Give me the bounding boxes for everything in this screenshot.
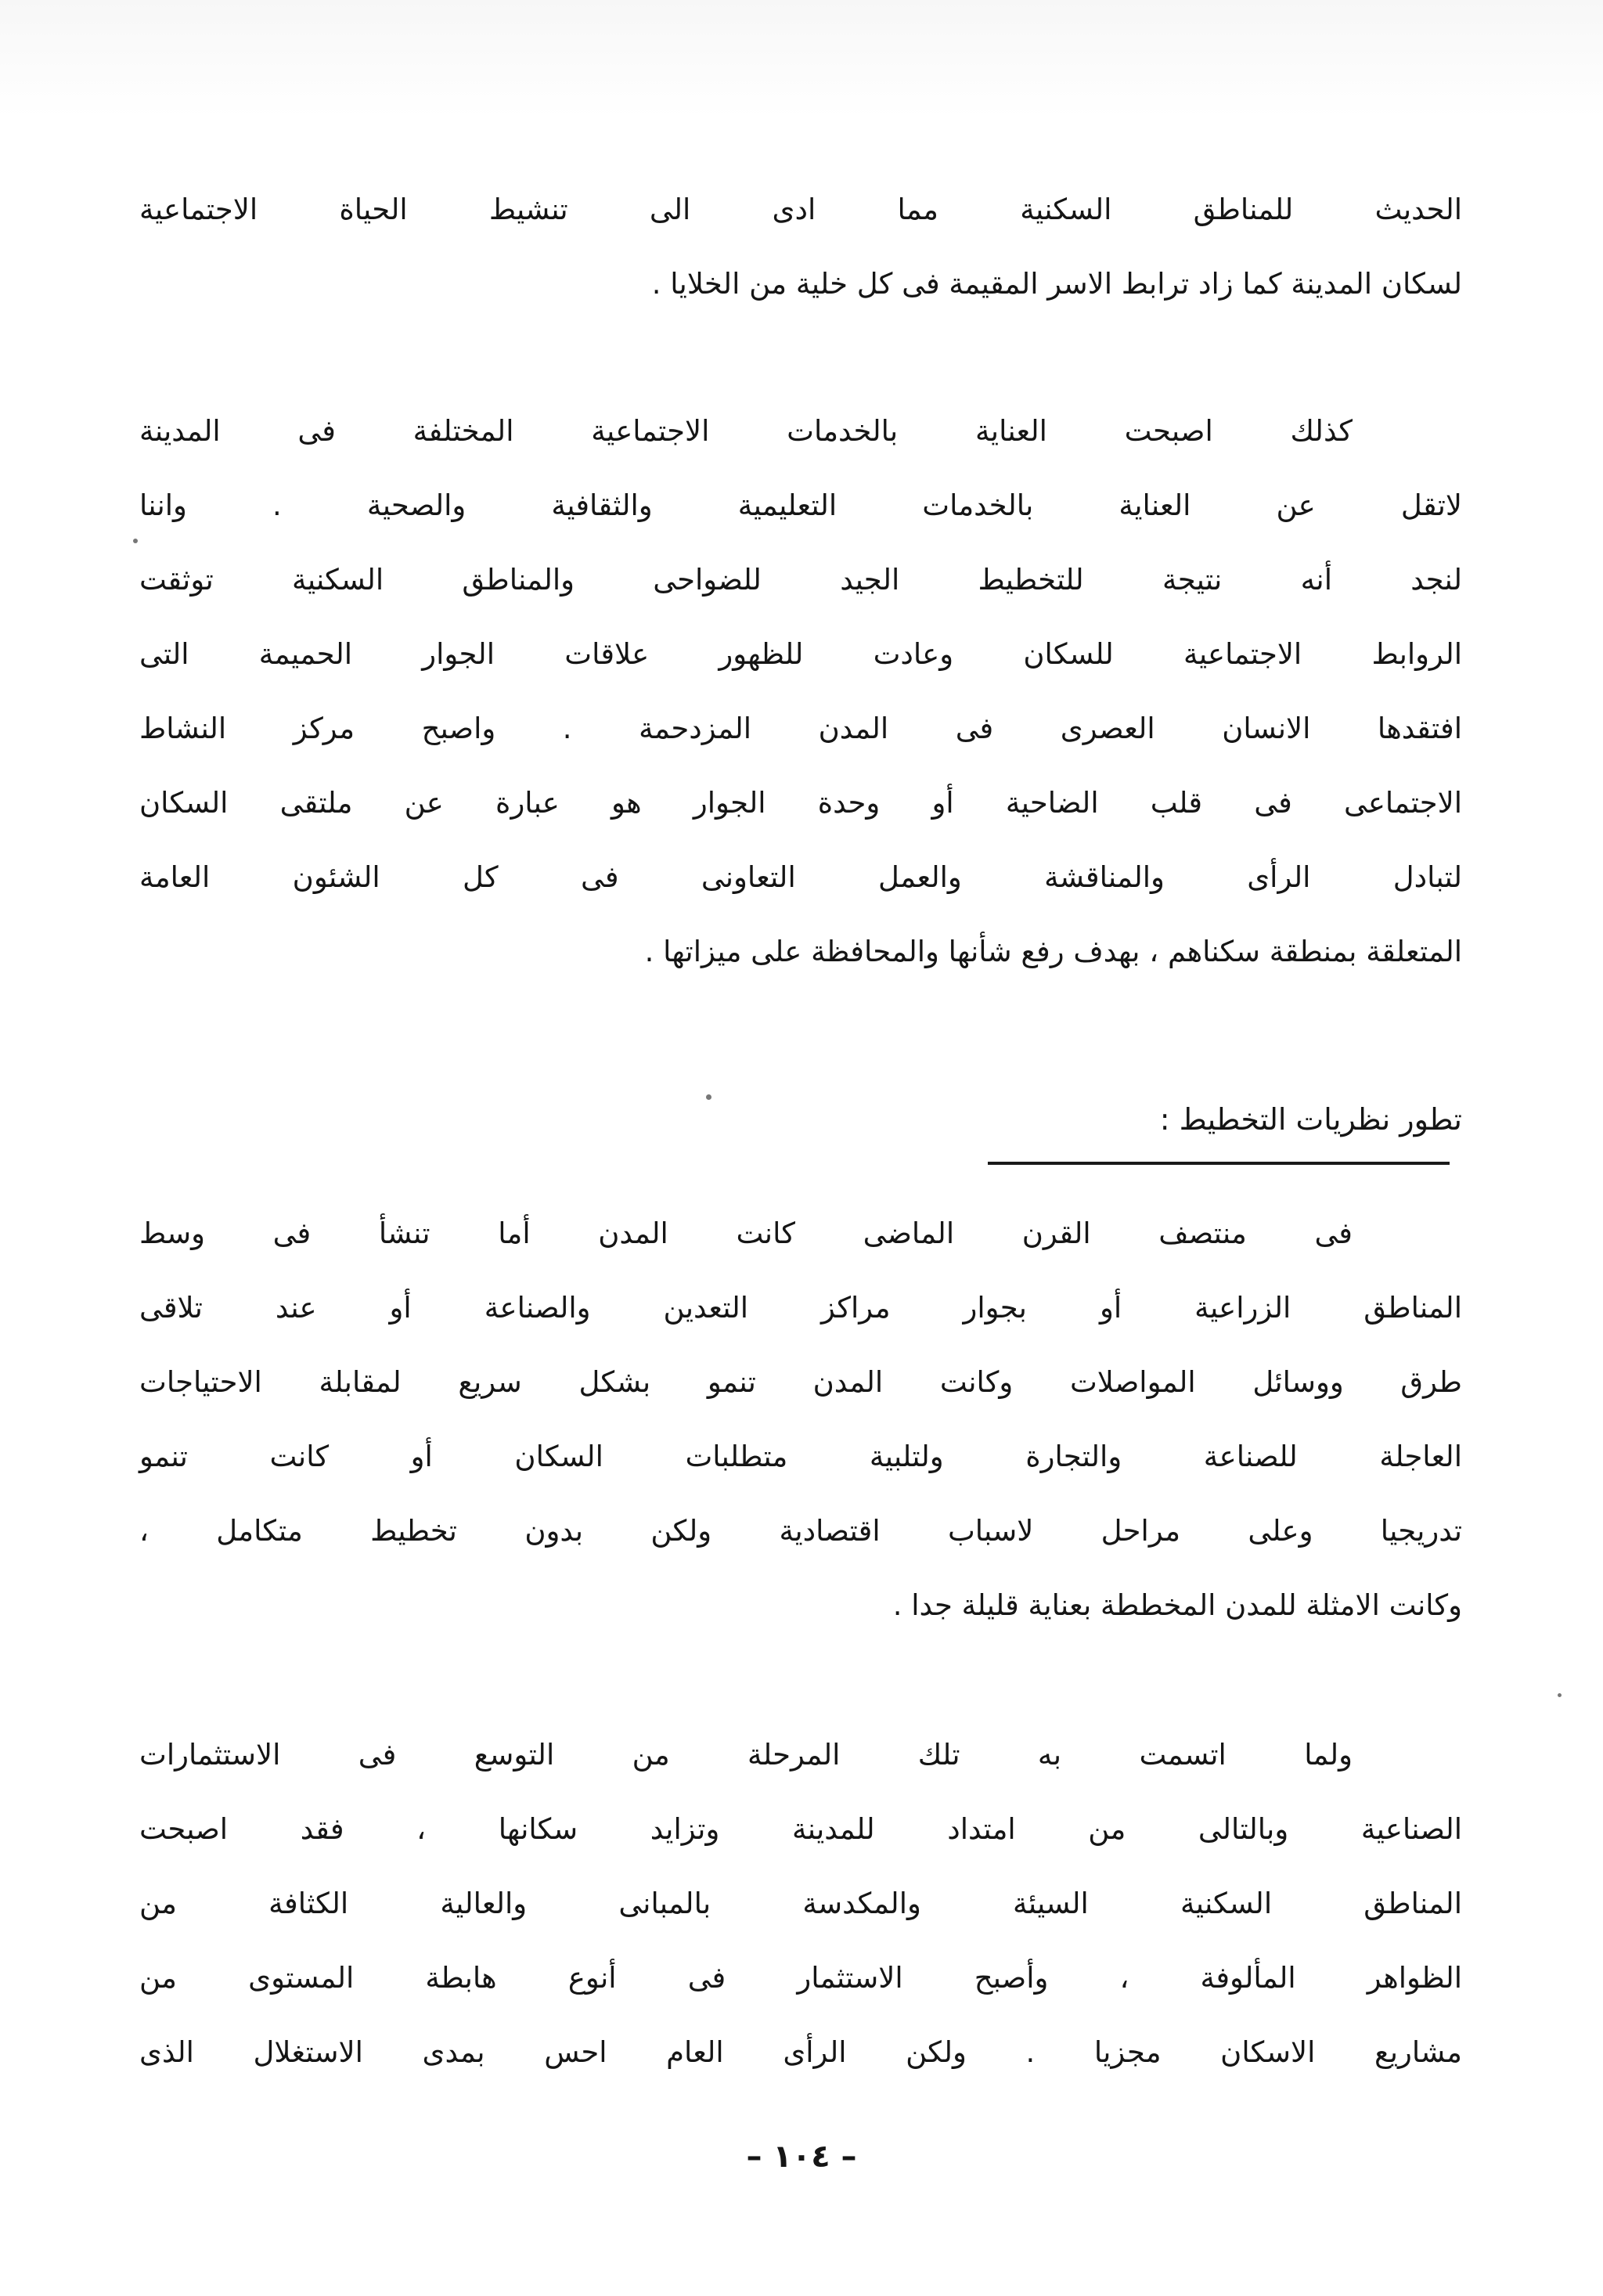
scan-speck	[706, 1094, 711, 1100]
paragraph-line: مشاريع الاسكان مجزيا . ولكن الرأى العام احس بمدى الاستغلال الذى	[139, 2035, 1462, 2069]
paragraph-4	[139, 1717, 1462, 2089]
paragraph-line: الاجتماعى فى قلب الضاحية أو وحدة الجوار هو عبارة عن ملتقى السكان	[139, 786, 1462, 820]
scan-top-shade	[0, 0, 1603, 117]
paragraph-line: وكانت الامثلة للمدن المخططة بعناية قليلة جدا .	[892, 1588, 1462, 1622]
paragraph-line: فى منتصف القرن الماضى كانت المدن أما تنشأ فى وسط	[139, 1216, 1353, 1250]
paragraph-line: تدريجيا وعلى مراحل لاسباب اقتصادية ولكن بدون تخطيط متكامل ،	[139, 1514, 1462, 1548]
paragraph-line: طرق ووسائل المواصلات وكانت المدن تنمو بشكل سريع لمقابلة الاحتياجات	[139, 1365, 1462, 1399]
paragraph-line: الروابط الاجتماعية للسكان وعادت للظهور علاقات الجوار الحميمة التى	[139, 637, 1462, 671]
paragraph-line: المناطق السكنية السيئة والمكدسة بالمبانى والعالية الكثافة من	[139, 1887, 1462, 1920]
paragraph-line: لاتقل عن العناية بالخدمات التعليمية والثقافية والصحية . واننا	[139, 488, 1462, 522]
paragraph-line: كذلك اصبحت العناية بالخدمات الاجتماعية المختلفة فى المدينة	[139, 414, 1353, 448]
paragraph-line: لتبادل الرأى والمناقشة والعمل التعاونى فى كل الشئون العامة	[139, 860, 1462, 894]
page-number: – ١٠٤ –	[746, 2139, 857, 2175]
paragraph-line: ولما اتسمت به تلك المرحلة من التوسع فى الاستثمارات	[139, 1738, 1353, 1772]
paragraph-line: الحديث للمناطق السكنية مما ادى الى تنشيط الحياة الاجتماعية	[139, 193, 1462, 226]
paragraph-line: لنجد أنه نتيجة للتخطيط الجيد للضواحى والمناطق السكنية توثقت	[139, 563, 1462, 597]
paragraph-2	[139, 394, 1462, 989]
paragraph-line: الظواهر المألوفة ، وأصبح الاستثمار فى أنوع هابطة المستوى من	[139, 1961, 1462, 1995]
heading-underline	[988, 1162, 1450, 1165]
paragraph-3	[139, 1196, 1462, 1642]
paragraph-line: الصناعية وبالتالى من امتداد للمدينة وتزايد سكانها ، فقد اصبحت	[139, 1812, 1462, 1846]
paragraph-line: المناطق الزراعية أو بجوار مراكز التعدين والصناعة أو عند تلاقى	[139, 1291, 1462, 1325]
paragraph-line: افتقدها الانسان العصرى فى المدن المزدحمة . واصبح مركز النشاط	[139, 712, 1462, 745]
scan-speck	[133, 539, 138, 543]
scan-speck	[1558, 1693, 1562, 1697]
paragraph-1	[139, 172, 1462, 321]
paragraph-line: المتعلقة بمنطقة سكناهم ، بهدف رفع شأنها والمحافظة على ميزاتها .	[644, 935, 1462, 968]
section-heading: تطور نظريات التخطيط :	[1159, 1102, 1462, 1137]
paragraph-line: العاجلة للصناعة والتجارة ولتلبية متطلبات السكان أو كانت تنمو	[139, 1440, 1462, 1473]
paragraph-line: لسكان المدينة كما زاد ترابط الاسر المقيمة فى كل خلية من الخلايا .	[651, 267, 1462, 301]
